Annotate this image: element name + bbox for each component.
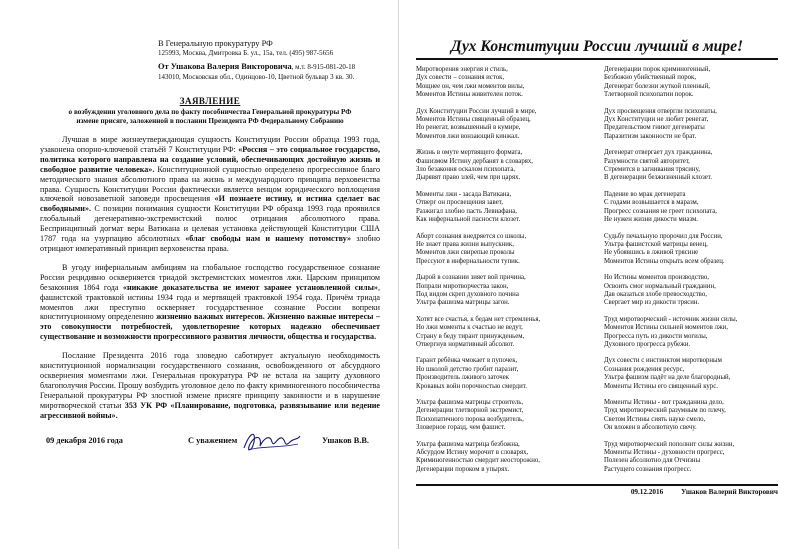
poem-stanza xyxy=(416,441,602,475)
poem-title: Дух Конституции России лучший в мире! xyxy=(416,38,778,60)
poem-line: Ультра фашизма матрица безбожна, xyxy=(416,440,520,448)
poem-line: Моментов Истины живителен поток. xyxy=(416,91,523,99)
paragraph-1-text-a: Лучшая в мире жизнеутверждающая сущность Конституции России образца 1993 года, узаконена опорно-ключевой статьёй 7 Конституции РФ: xyxy=(40,135,380,154)
paragraph-1-text-d: злобно отрицают императивный принцип верховенства права. xyxy=(40,234,380,253)
signer-name: Ушаков В.В. xyxy=(322,436,369,446)
poem-footer xyxy=(416,484,778,496)
poem-line: Производитель лживого заточек xyxy=(416,374,510,382)
poem-line: Ультра фашистской матрицы венец, xyxy=(604,240,708,248)
poem-line: Разжигал злобно пасть Левиафана, xyxy=(416,207,517,215)
paragraph-2 xyxy=(40,263,380,342)
poem-line: Отвергнув нормативный абсолют. xyxy=(416,340,515,348)
poem-right-column xyxy=(604,66,780,482)
poem-line: Моментов Истины священный образец, xyxy=(416,116,531,124)
poem-line: Свергает мир из дикости трясин. xyxy=(604,299,700,307)
poem-stanza xyxy=(604,441,780,475)
poem-stanza xyxy=(604,357,780,391)
address-block xyxy=(158,38,380,82)
poem-line: Освоить смог нормальный гражданин, xyxy=(604,282,716,290)
paragraph-3-text-a: Послание Президента 2016 года зловедно саботирует актуальную необходимость конституционной нормализации государственного сознания, освобожденного от абсурдного осквернения моментами лжи. Генеральная прокуратура РФ не встала на защиту духовного благополучия России. Прошу возбудить уголовное дело по факту криминогенного пособничества Генеральной прокуратуры РФ злостной измене присяге принципу законности и в нарушение миротворческой статьи xyxy=(40,351,380,410)
poem-line: Дух просвещения отвергли психопаты, xyxy=(604,107,717,115)
poem-line: Аборт сознания внедряется со школы, xyxy=(416,232,527,240)
poem-line: Мощнее он, чем лжи моментов вилы, xyxy=(416,82,525,90)
poem-line: Сознания рождения ресурс, xyxy=(604,365,685,373)
poem-stanza xyxy=(604,108,780,142)
poem-line: Как инфернальной пасности клозет. xyxy=(416,216,521,224)
poem-line: Растущего сознания прогресс. xyxy=(604,465,692,473)
poem-line: Отверг он просвещения завет, xyxy=(416,199,503,207)
poem-line: Попрали миротворчества закон, xyxy=(416,282,509,290)
poem-line: Ультра фашизм падёт на деле благородный, xyxy=(604,374,731,382)
paragraph-1-text-b: Конституционной сущностью определено прогрессивное благо методического знания абсолютного права на жизнь и международного принципа верховенства права. Сущность Конституции России фактически является венцом юридического воплощения ключевой новозаветной заповеди просвещения xyxy=(40,164,380,204)
poem-line: Моментов лжи вонзающий кинжал. xyxy=(416,132,520,140)
poem-line: Дегенерации тлетворной экстремист, xyxy=(416,407,524,415)
poem-line: Зловерное горазд, чем фашист. xyxy=(416,424,506,432)
poem-stanza xyxy=(416,108,602,142)
handwritten-signature-icon xyxy=(240,426,304,456)
poem-line: С годами возвышается в маразм, xyxy=(604,199,699,207)
signature-row xyxy=(40,432,380,452)
poem-stanza xyxy=(416,274,602,308)
poem-line: Дегенерации пороком в упырях. xyxy=(416,465,510,473)
poem-line: Но Истины моментов производство, xyxy=(604,274,709,282)
poem-line: Дырявят право злей, чем при царях. xyxy=(416,174,521,182)
paragraph-3 xyxy=(40,351,380,420)
sender-address: 143010, Московская обл., Одинцово-10, Цветной бульвар 3 кв. 30. xyxy=(158,73,355,81)
poem-line: Моменты Истины - духовности прогресс, xyxy=(604,449,725,457)
poem-stanza xyxy=(416,66,602,100)
poem-line: Светом Истины сиять науке смело, xyxy=(604,415,706,423)
poem-line: Полезен абсолютно для Отчизны xyxy=(604,457,701,465)
sender-label: От Ушакова Валерия Викторовича xyxy=(158,62,292,71)
poem-line: Стремится в загнивания трясину, xyxy=(604,166,700,174)
poem-line: Фашизмом Истину дербанят в словарях, xyxy=(416,157,533,165)
poem-line: Но школой детство гробит паразит, xyxy=(416,365,519,373)
poem-line: Моментов лжи свирепые проколы xyxy=(416,249,515,257)
sender-line xyxy=(158,61,380,73)
poem-line: Дух Конституции не любит ренегат, xyxy=(604,116,709,124)
poem-line: Моменты Истины - вот гражданина дело, xyxy=(604,399,724,406)
poem-line: Моменты Истины его священный курс. xyxy=(604,382,718,390)
poem-stanza xyxy=(604,66,780,100)
addressee-address: 125993, Москва, Дмитровка Б. ул., 15а, тел. (495) 987-5656 xyxy=(158,49,334,57)
paragraph-1-text-c: С позиции понимания сущности Конституции РФ образца 1993 года проявился глобальный дегенеративно-экстремистский полюс отрицания абсолютного права. Беспринципный догмат веры Ватикана и целевая установка действующей Конституции США 1787 года на узурпацию абсолютных xyxy=(40,204,380,244)
poem-stanza xyxy=(416,191,602,225)
poem-line: Зло безаконня оскалом психопата, xyxy=(416,166,516,174)
poem-line: Труд миротворческий - источник жизни силы, xyxy=(604,315,738,323)
poem-line: Дух Конституции России лучший в мире, xyxy=(416,107,537,115)
poem-stanza xyxy=(416,357,602,391)
poem-date: 09.12.2016 xyxy=(630,488,664,497)
poem-line: Моменты лжи - засада Ватикана, xyxy=(416,190,512,198)
paragraph-2-quote-a: «никакие доказательства не имеют заранее установленной силы» xyxy=(122,282,378,292)
poem-line: Падение во мрак дегенерата xyxy=(604,190,686,198)
poem-line: Дегенерат отвергает дух гражданина, xyxy=(604,149,713,157)
poem-line: Дав оказаться злобе превосходство, xyxy=(604,290,707,298)
poem-line: Дегенерации порок криминогенный, xyxy=(604,66,711,73)
paragraph-1-quote-b: «И познаете истину, и истина сделает вас свободными». xyxy=(40,194,380,214)
statement-subtitle xyxy=(40,108,380,126)
poem-line: Дырой в сознании зияет вой причина, xyxy=(416,274,526,282)
statement-page xyxy=(0,0,398,549)
poem-line: Под видом скреп духовного почина xyxy=(416,290,519,298)
paragraph-1-quote-c: «благ свободы нам и нашему потомству» xyxy=(185,234,351,244)
poem-line: Абсурдом Истину морочит в словарях, xyxy=(416,449,529,457)
poem-line: Паразитизм законности не брат. xyxy=(604,132,697,140)
poem-line: Дух совести – сознания исток, xyxy=(416,74,505,82)
poem-page xyxy=(398,0,800,549)
poem-signer: Ушаков Валерий Викторович xyxy=(681,488,778,497)
poem-stanza xyxy=(604,399,780,433)
poem-line: Прогресс сознания не греет психопата, xyxy=(604,207,717,215)
poem-line: Дегенерат болезни жуткой пленный, xyxy=(604,82,710,90)
poem-stanza xyxy=(604,191,780,225)
poem-line: Миротворения энергия и стиль, xyxy=(416,66,508,73)
poem-line: Судьбу печальную пророчил для России, xyxy=(604,232,723,240)
paragraph-2-text-a: В угоду инфернальным амбициям на глобальное господство государственное сознание России рецидивно оскверняется триадой экстремистских моментов лжи. Царским принципом безаконния 1864 года xyxy=(40,262,380,292)
paragraph-1-quote-a: «Россия – это социальное государство, политика которого направлена на создание условий, обеспечивающих достойную жизнь и свободное развитие человека». xyxy=(40,144,380,174)
poem-line: Разумности святой авторитет, xyxy=(604,157,690,165)
poem-stanza xyxy=(604,233,780,267)
poem-line: Психопатичного порока возбудитель, xyxy=(416,415,524,423)
paragraph-3-quote-a: 353 УК РФ «Планирование, подготовка, развязывание или ведение агрессивной войны». xyxy=(40,400,381,420)
poem-line: Не знает права жизни выпускник, xyxy=(416,240,514,248)
poem-stanza xyxy=(416,233,602,267)
poem-stanza xyxy=(416,399,602,433)
poem-line: Духовного прогресса рубежи. xyxy=(604,340,691,348)
poem-line: Но ренегат, возвышенный в кумире, xyxy=(416,124,521,132)
poem-line: Безбожно убийственный порок, xyxy=(604,74,697,82)
poem-line: Прогресса путь из дикости могилы, xyxy=(604,332,708,340)
sender-contact: , м.т. 8-915-081-20-18 xyxy=(291,63,356,71)
poem-stanza xyxy=(604,274,780,308)
poem-line: Ультра фашизма матрицы загон. xyxy=(416,299,510,307)
statement-subtitle-line-1: о возбуждении уголовного дела по факту пособничества Генеральной прокуратуры РФ xyxy=(68,108,352,116)
poem-stanza xyxy=(416,149,602,183)
poem-line: Прессуют в инфернальности тупик. xyxy=(416,257,520,265)
poem-line: Он вложен в абсолютную свечу. xyxy=(604,424,697,432)
poem-body xyxy=(416,66,778,482)
poem-line: Моментов Истины открыть всем образец. xyxy=(604,257,725,265)
regards-text: С уважением xyxy=(188,436,238,446)
paragraph-2-text-b: , фашистской трактовкой истины 1934 года и мертвящей трактовкой 1954 года. Причём триада моментов лжи преступно оскверняет государственное сознание России вопреки конституционному определению xyxy=(40,282,380,322)
statement-subtitle-line-2: измене присяге, заложенной в послании Президента РФ Федеральному Собранию xyxy=(76,117,344,125)
poem-line: Ультра фашизма матрицы строитель, xyxy=(416,399,524,406)
poem-stanza xyxy=(416,316,602,350)
poem-line: Дух совести с инстинктом миротворным xyxy=(604,357,722,365)
poem-line: Страну в беду тирант принужденьем, xyxy=(416,332,525,340)
paragraph-1 xyxy=(40,135,380,254)
poem-line: В дегенерации безжизненный клозет. xyxy=(604,174,712,182)
poem-stanza xyxy=(604,149,780,183)
poem-line: Кровавых войн порочностью смердит. xyxy=(416,382,527,390)
paragraph-2-quote-b: жизненно важных интересов. Жизненно важные интересы – это совокупности потребностей, удовлетворение которых надежно обеспечивает существование и возможности прогрессивного развития личности, общества и государства. xyxy=(40,312,381,342)
poem-line: Тлетворной психопатии порок. xyxy=(604,91,694,99)
poem-line: Жизнь в омуте мертвящего формата, xyxy=(416,149,523,157)
letter-date: 09 декабря 2016 года xyxy=(46,436,123,446)
poem-line: Моментов Истины сильней моментов лжи, xyxy=(604,324,728,332)
poem-stanza xyxy=(604,316,780,350)
poem-line: Труд миротворческий пополнит силы жизни, xyxy=(604,440,735,448)
poem-left-column xyxy=(416,66,602,482)
poem-line: Предательством гниют дегенераты xyxy=(604,124,705,132)
addressee: В Генеральную прокуратуру РФ xyxy=(158,39,273,48)
poem-line: Не нужен жизни дикости миазм. xyxy=(604,216,699,224)
poem-line: Хотят все счастья, к бедам нет стремленья, xyxy=(416,315,541,323)
statement-title: ЗАЯВЛЕНИЕ xyxy=(179,96,241,106)
poem-line: Но лжи моменты к счастью не ведут, xyxy=(416,324,523,332)
poem-line: Не убоявшись в лживой трясине xyxy=(604,249,699,257)
poem-line: Криминогенностью смердит неосторожно, xyxy=(416,457,540,465)
poem-line: Труд миротворческий разумным по плечу, xyxy=(604,407,726,415)
poem-line: Гарант ребёнка чмокает в пупочек, xyxy=(416,357,518,365)
